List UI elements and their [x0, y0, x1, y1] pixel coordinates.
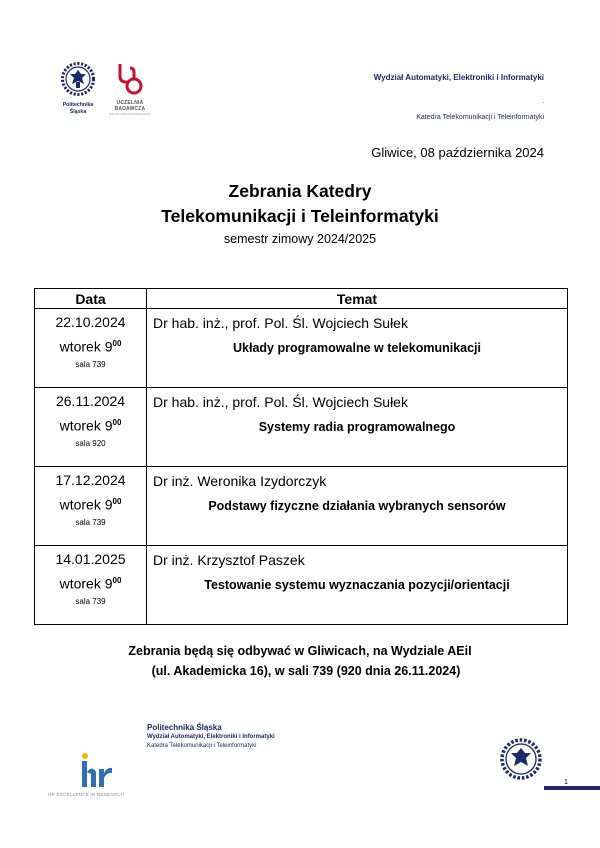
meeting-hour-minutes: 00 [112, 497, 122, 506]
hr-excellence-caption: HR EXCELLENCE IN RESEARCH [48, 792, 124, 797]
meeting-room: sala 739 [75, 517, 106, 527]
meeting-room: sala 920 [75, 438, 106, 448]
meeting-date: 26.11.2024 [55, 393, 126, 409]
meeting-date: 14.01.2025 [55, 551, 126, 567]
column-header-date: Data [35, 289, 147, 309]
uczelnia-logo-text-3: INICJATYWA DOSKONAŁOŚCI [108, 112, 152, 117]
hr-excellence-logo-icon [76, 752, 116, 788]
meeting-hour-minutes: 00 [112, 576, 122, 585]
meeting-day: wtorek 9 [59, 338, 113, 355]
talk-subject: Podstawy fizyczne działania wybranych sensorów [208, 499, 506, 513]
talk-subject: Układy programowalne w telekomunikacji [233, 341, 481, 355]
meeting-day: wtorek 9 [59, 417, 113, 434]
speaker-name: Dr hab. inż., prof. Pol. Śl. Wojciech Sułek [153, 394, 408, 410]
page-number: 1 [564, 779, 568, 786]
meeting-day: wtorek 9 [59, 496, 113, 513]
date-cell [35, 467, 147, 546]
talk-subject: Systemy radia programowalnego [258, 420, 456, 434]
meeting-hour-minutes: 00 [112, 418, 122, 427]
document-title-line-2: Telekomunikacji i Teleinformatyki [161, 206, 439, 226]
footer-university: Politechnika Śląska [147, 723, 222, 732]
meeting-schedule-table [34, 288, 568, 625]
meeting-day-time [35, 333, 146, 358]
meeting-location-note-1: Zebrania będą się odbywać w Gliwicach, na Wydziale AEiI [128, 644, 472, 658]
date-cell [35, 309, 147, 388]
footer-accent-bar [544, 786, 600, 790]
table-row [35, 467, 568, 546]
uczelnia-badawcza-mark-icon [114, 62, 146, 96]
topic-cell [147, 546, 568, 625]
topic-cell [147, 309, 568, 388]
date-cell [35, 388, 147, 467]
uczelnia-logo-text-2: BADAWCZA [114, 105, 146, 112]
uczelnia-logo-text-1: UCZELNIA [116, 100, 144, 106]
header-dot: . [542, 99, 544, 105]
table-row [35, 309, 568, 388]
semester-label: semestr zimowy 2024/2025 [223, 232, 377, 246]
meeting-day-time [35, 412, 146, 437]
document-date: Gliwice, 08 października 2024 [371, 145, 544, 160]
speaker-name: Dr inż. Krzysztof Paszek [153, 552, 305, 568]
meeting-room: sala 739 [75, 359, 106, 369]
column-header-topic: Temat [147, 289, 568, 309]
footer-department: Katedra Telekomunikacji i Teleinformatyki [147, 743, 257, 749]
politechnika-logo-text-2: Śląska [69, 109, 87, 115]
meeting-room: sala 739 [75, 596, 106, 606]
politechnika-emblem-icon [61, 62, 95, 96]
topic-cell [147, 467, 568, 546]
topic-cell [147, 388, 568, 467]
meeting-day-time [35, 570, 146, 595]
meeting-location-note-2: (ul. Akademicka 16), w sali 739 (920 dnia 26.11.2024) [151, 664, 461, 678]
talk-subject: Testowanie systemu wyznaczania pozycji/orientacji [204, 578, 510, 592]
meeting-day-time [35, 491, 146, 516]
meeting-date: 22.10.2024 [55, 314, 126, 330]
meeting-date: 17.12.2024 [55, 472, 126, 488]
header-faculty: Wydział Automatyki, Elektroniki i Informatyki [373, 73, 544, 82]
politechnika-slaska-logo [58, 62, 98, 115]
date-cell [35, 546, 147, 625]
politechnika-footer-emblem-icon [500, 738, 542, 780]
table-header-row [35, 289, 568, 309]
header-department: Katedra Telekomunikacji i Teleinformatyki [416, 114, 544, 121]
table-row [35, 546, 568, 625]
document-title-line-1: Zebrania Katedry [228, 181, 372, 201]
politechnika-logo-text-1: Politechnika [62, 102, 94, 108]
speaker-name: Dr hab. inż., prof. Pol. Śl. Wojciech Sułek [153, 315, 408, 331]
footer-faculty: Wydział Automatyki, Elektroniki i Informatyki [147, 734, 275, 740]
table-row [35, 388, 568, 467]
meeting-hour-minutes: 00 [112, 339, 122, 348]
speaker-name: Dr inż. Weronika Izydorczyk [153, 473, 327, 489]
meeting-day: wtorek 9 [59, 575, 113, 592]
uczelnia-badawcza-logo [108, 62, 152, 116]
